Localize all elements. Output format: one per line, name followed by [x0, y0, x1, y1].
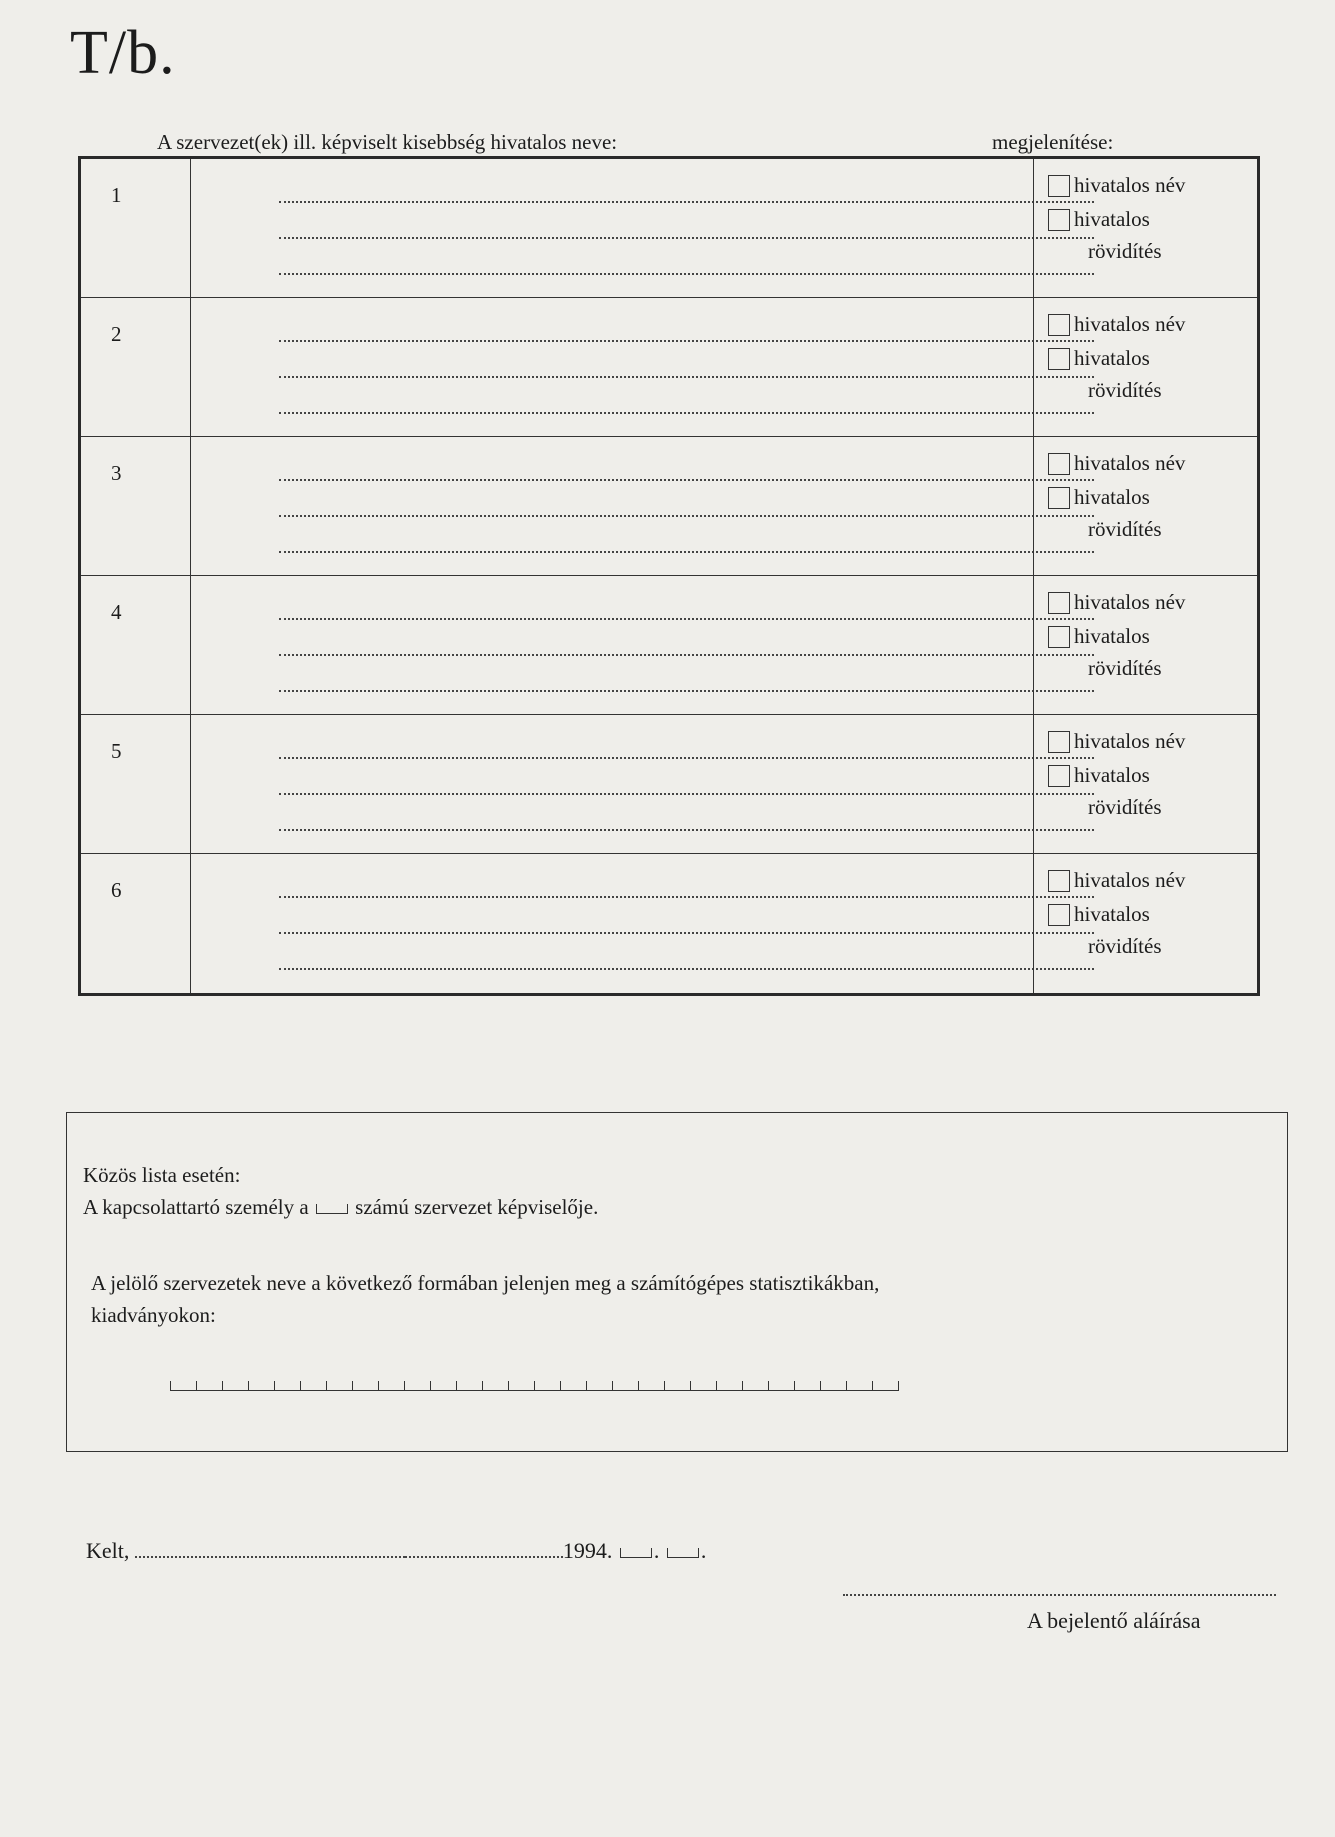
- character-slot[interactable]: [820, 1381, 846, 1391]
- character-slot[interactable]: [222, 1381, 248, 1391]
- org-number-slot[interactable]: [316, 1204, 348, 1214]
- name-instruction-line2: kiadványokon:: [91, 1303, 216, 1327]
- official-abbrev-label-cont: rövidítés: [1088, 517, 1162, 541]
- official-abbrev-label-cont: rövidítés: [1088, 378, 1162, 402]
- official-name-checkbox[interactable]: [1048, 870, 1070, 892]
- name-line-1[interactable]: [279, 757, 1094, 759]
- official-name-label: hivatalos név: [1074, 868, 1186, 892]
- row-number: 4: [111, 600, 122, 624]
- name-column-header: A szervezet(ek) ill. képviselt kisebbség hivatalos neve:: [157, 130, 618, 154]
- name-line-2[interactable]: [279, 654, 1094, 656]
- date-line: Kelt, 1994. . .: [86, 1538, 707, 1563]
- official-abbrev-checkbox[interactable]: [1048, 904, 1070, 926]
- character-slot[interactable]: [612, 1381, 638, 1391]
- year-label: 1994.: [562, 1538, 613, 1563]
- name-line-3[interactable]: [279, 690, 1094, 692]
- official-abbrev-label: hivatalos: [1074, 485, 1150, 509]
- official-abbrev-label: hivatalos: [1074, 346, 1150, 370]
- official-abbrev-checkbox[interactable]: [1048, 209, 1070, 231]
- name-line-1[interactable]: [279, 201, 1094, 203]
- official-name-checkbox[interactable]: [1048, 175, 1070, 197]
- official-name-checkbox[interactable]: [1048, 314, 1070, 336]
- month-slot[interactable]: [620, 1548, 652, 1558]
- official-abbrev-label-cont: rövidítés: [1088, 239, 1162, 263]
- official-abbrev-label: hivatalos: [1074, 902, 1150, 926]
- name-line-2[interactable]: [279, 793, 1094, 795]
- name-line-1[interactable]: [279, 618, 1094, 620]
- official-name-checkbox[interactable]: [1048, 731, 1070, 753]
- character-slot[interactable]: [404, 1381, 430, 1391]
- character-slot[interactable]: [274, 1381, 300, 1391]
- official-abbrev-checkbox[interactable]: [1048, 487, 1070, 509]
- row-number: 3: [111, 461, 122, 485]
- character-slot[interactable]: [872, 1381, 899, 1391]
- table-row: [81, 159, 1257, 298]
- character-slot[interactable]: [196, 1381, 222, 1391]
- table-row: [81, 854, 1257, 993]
- table-row: [81, 576, 1257, 715]
- character-slot[interactable]: [300, 1381, 326, 1391]
- table-row: [81, 715, 1257, 854]
- character-slot[interactable]: [716, 1381, 742, 1391]
- signature-label: A bejelentő aláírása: [1027, 1608, 1201, 1633]
- official-abbrev-checkbox[interactable]: [1048, 765, 1070, 787]
- official-abbrev-label: hivatalos: [1074, 207, 1150, 231]
- name-line-2[interactable]: [279, 515, 1094, 517]
- name-line-2[interactable]: [279, 376, 1094, 378]
- contact-person-line: [83, 1195, 598, 1220]
- table-row: [81, 437, 1257, 576]
- row-number: 1: [111, 183, 122, 207]
- official-name-label: hivatalos név: [1074, 312, 1186, 336]
- display-column-header: megjelenítése:: [992, 130, 1114, 154]
- name-line-2[interactable]: [279, 932, 1094, 934]
- official-abbrev-label: hivatalos: [1074, 763, 1150, 787]
- row-number: 2: [111, 322, 122, 346]
- character-slot[interactable]: [378, 1381, 404, 1391]
- official-name-checkbox[interactable]: [1048, 592, 1070, 614]
- contact-prefix: A kapcsolattartó személy a: [83, 1195, 309, 1219]
- name-line-2[interactable]: [279, 237, 1094, 239]
- official-abbrev-label-cont: rövidítés: [1088, 656, 1162, 680]
- official-abbrev-label: hivatalos: [1074, 624, 1150, 648]
- contact-suffix: számú szervezet képviselője.: [355, 1195, 599, 1219]
- name-instruction-line1: A jelölő szervezetek neve a következő formában jelenjen meg a számítógépes statisztikákban,: [91, 1271, 880, 1295]
- character-slot[interactable]: [534, 1381, 560, 1391]
- character-slot[interactable]: [638, 1381, 664, 1391]
- character-slot[interactable]: [560, 1381, 586, 1391]
- page-title: T/b.: [70, 19, 176, 87]
- character-slot[interactable]: [508, 1381, 534, 1391]
- display-name-character-slots[interactable]: [170, 1381, 899, 1391]
- place-field[interactable]: [135, 1538, 405, 1558]
- name-line-3[interactable]: [279, 968, 1094, 970]
- official-name-label: hivatalos név: [1074, 451, 1186, 475]
- joint-list-box: [66, 1112, 1288, 1452]
- name-line-1[interactable]: [279, 896, 1094, 898]
- character-slot[interactable]: [846, 1381, 872, 1391]
- day-slot[interactable]: [667, 1548, 699, 1558]
- character-slot[interactable]: [430, 1381, 456, 1391]
- character-slot[interactable]: [690, 1381, 716, 1391]
- character-slot[interactable]: [482, 1381, 508, 1391]
- official-abbrev-label-cont: rövidítés: [1088, 795, 1162, 819]
- character-slot[interactable]: [326, 1381, 352, 1391]
- row-number: 5: [111, 739, 122, 763]
- name-line-1[interactable]: [279, 340, 1094, 342]
- official-name-label: hivatalos név: [1074, 729, 1186, 753]
- name-line-3[interactable]: [279, 829, 1094, 831]
- official-abbrev-label-cont: rövidítés: [1088, 934, 1162, 958]
- name-line-3[interactable]: [279, 551, 1094, 553]
- character-slot[interactable]: [248, 1381, 274, 1391]
- character-slot[interactable]: [742, 1381, 768, 1391]
- official-name-label: hivatalos név: [1074, 173, 1186, 197]
- character-slot[interactable]: [170, 1381, 196, 1391]
- name-line-3[interactable]: [279, 412, 1094, 414]
- character-slot[interactable]: [768, 1381, 794, 1391]
- official-name-label: hivatalos név: [1074, 590, 1186, 614]
- table-row: [81, 298, 1257, 437]
- character-slot[interactable]: [664, 1381, 690, 1391]
- name-line-1[interactable]: [279, 479, 1094, 481]
- official-name-checkbox[interactable]: [1048, 453, 1070, 475]
- name-line-3[interactable]: [279, 273, 1094, 275]
- signature-line[interactable]: [843, 1594, 1276, 1596]
- joint-list-heading: Közös lista esetén:: [83, 1163, 241, 1187]
- row-number: 6: [111, 878, 122, 902]
- date-field[interactable]: [405, 1538, 563, 1558]
- official-abbrev-checkbox[interactable]: [1048, 348, 1070, 370]
- character-slot[interactable]: [794, 1381, 820, 1391]
- kelt-label: Kelt,: [86, 1538, 130, 1563]
- character-slot[interactable]: [586, 1381, 612, 1391]
- character-slot[interactable]: [456, 1381, 482, 1391]
- organization-table: [78, 156, 1260, 996]
- character-slot[interactable]: [352, 1381, 378, 1391]
- official-abbrev-checkbox[interactable]: [1048, 626, 1070, 648]
